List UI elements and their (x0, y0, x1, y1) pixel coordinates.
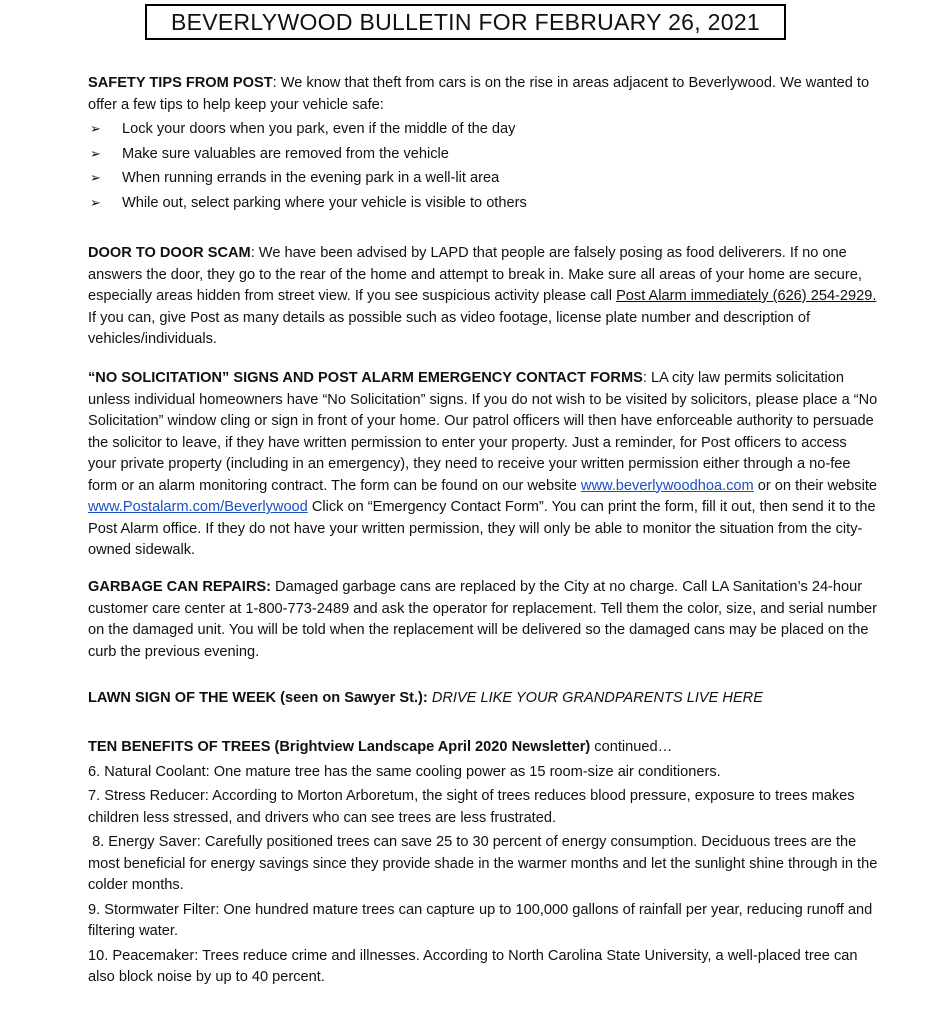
list-item: ➢ When running errands in the evening park in a well-lit area (88, 166, 878, 191)
trees-heading: TEN BENEFITS OF TREES (Brightview Landscape April 2020 Newsletter) (88, 739, 591, 755)
safety-tips-heading: SAFETY TIPS FROM POST (88, 75, 273, 91)
no-solicitation-text: “NO SOLICITATION” SIGNS AND POST ALARM EMERGENCY CONTACT FORMS: LA city law permits solicitation unless individual homeowners have “No Solicitation” signs. If you do not wish to be visited by solicitors, please place a “No Solicitation” window cling or sign in front of your home. Our patrol officers will then have enforceable authority to persuade the solicitor to leave, if they have written permission to enter your property. Just a reminder, for Post officers to access your private property (including in an emergency), they need to receive your written permission either through a no-fee form or an alarm monitoring contract. The form can be found on our website www.beverlywoodhoa.com or on their website www.Postalarm.com/Beverlywood Click on “Emergency Contact Form”. You can print the form, fill it out, then send it to the Post Alarm office. If they do not have your written permission, they will only be able to monitor the situation from the city-owned sidewalk. (88, 370, 878, 558)
beverlywoodhoa-link[interactable]: www.beverlywoodhoa.com (580, 477, 754, 494)
list-item: 6. Natural Coolant: One mature tree has the same cooling power as 15 room-size air conditioners. (88, 763, 721, 780)
safety-tips-intro (88, 73, 878, 116)
door-scam-section (88, 243, 878, 351)
arrow-bullet-icon: ➢ (90, 121, 101, 136)
postalarm-link[interactable]: www.Postalarm.com/Beverlywood (88, 499, 308, 515)
lawn-sign-text (88, 688, 878, 710)
garbage-heading: GARBAGE CAN REPAIRS: (88, 579, 271, 595)
list-item: ➢ While out, select parking where your vehicle is visible to others (88, 191, 878, 216)
lawn-sign-slogan: DRIVE LIKE YOUR GRANDPARENTS LIVE HERE (431, 690, 763, 706)
garbage-text: GARBAGE CAN REPAIRS: Damaged garbage cans are replaced by the City at no charge. Call LA Sanitation’s 24-hour customer care center at 1-800-773-2489 and ask the operator for replacement. Tell them the color, size, and serial number on the damaged unit. You will be told when the replacement will be delivered so the damaged cans may be placed on the curb the previous evening. (88, 579, 878, 660)
door-scam-heading: DOOR TO DOOR SCAM (88, 245, 251, 261)
list-item: 7. Stress Reducer: According to Morton Arboretum, the sight of trees reduces blood pressure, exposure to trees makes children less stressed, and drivers who can see trees are less frustrated. (88, 788, 855, 826)
lawn-sign-section (88, 688, 878, 710)
safety-tips-list (88, 117, 878, 215)
garbage-section (88, 577, 878, 663)
trees-heading-line: TEN BENEFITS OF TREES (Brightview Landscape April 2020 Newsletter) continued… (88, 739, 673, 755)
trees-section (88, 737, 882, 989)
no-solicitation-heading: “NO SOLICITATION” SIGNS AND POST ALARM EMERGENCY CONTACT FORMS (88, 370, 643, 386)
safety-tips-intro-text: : We know that theft from cars is on the rise in areas adjacent to Beverlywood. We wanted to offer a few tips to help keep your vehicle safe: (88, 75, 870, 113)
list-item: 10. Peacemaker: Trees reduce crime and illnesses. According to North Carolina State University, a well-placed tree can also block noise by up to 40 percent. (88, 947, 858, 985)
list-item: 8. Energy Saver: Carefully positioned trees can save 25 to 30 percent of energy consumption. Deciduous trees are the most beneficial for energy savings since they provide shade in the warmer months and let the sunlight shine through in the colder months. (88, 834, 882, 893)
lawn-sign-heading: LAWN SIGN OF THE WEEK (seen on Sawyer St.): (88, 690, 428, 706)
list-item: ➢ Make sure valuables are removed from the vehicle (88, 142, 878, 167)
arrow-bullet-icon: ➢ (90, 145, 101, 161)
list-item: 9. Stormwater Filter: One hundred mature trees can capture up to 100,000 gallons of rainfall per year, reducing runoff and filtering water. (88, 901, 873, 939)
post-alarm-phone-link[interactable]: Post Alarm immediately (626) 254-2929. (616, 288, 877, 304)
door-scam-text: DOOR TO DOOR SCAM: We have been advised by LAPD that people are falsely posing as food deliverers. If no one answers the door, they go to the rear of the home and attempt to break in. Make sure all areas of your home are secure, especially areas hidden from street view. If you see suspicious activity please call Post Alarm immediately (626) 254-2929. If you can, give Post as many details as possible such as video footage, license plate number and description of vehicles/individuals. (88, 245, 877, 347)
arrow-bullet-icon: ➢ (90, 194, 101, 210)
list-item: ➢ Lock your doors when you park, even if the middle of the day (88, 117, 878, 142)
safety-tips-section (88, 73, 878, 215)
bulletin-title: BEVERLYWOOD BULLETIN FOR FEBRUARY 26, 2021 (145, 4, 786, 40)
no-solicitation-section (88, 368, 878, 562)
arrow-bullet-icon: ➢ (90, 170, 101, 185)
